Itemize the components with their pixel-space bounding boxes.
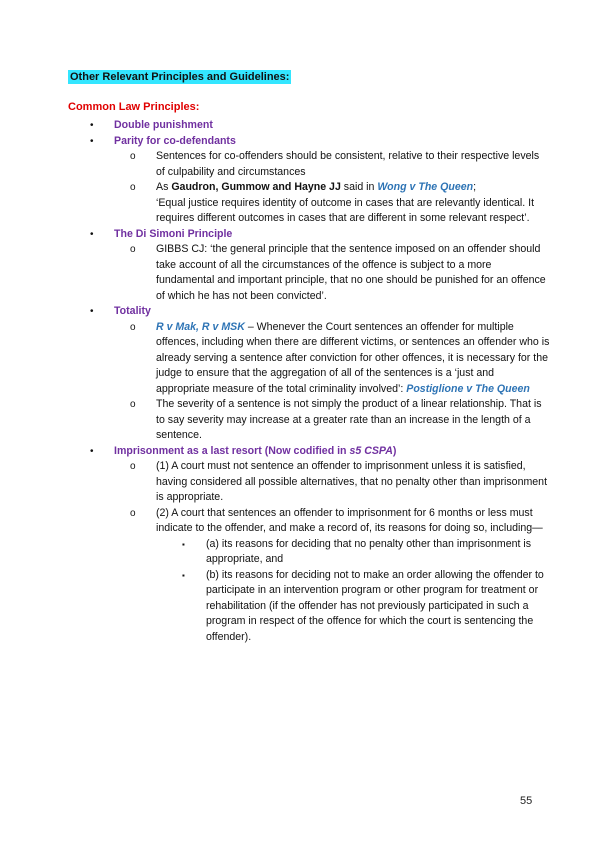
judges-name: Gaudron, Gummow and Hayne JJ	[171, 181, 341, 193]
list-item-double-punishment	[68, 118, 550, 134]
list-item	[68, 242, 550, 304]
bullet: o	[130, 182, 136, 193]
list-item	[68, 149, 550, 180]
document-body	[68, 118, 550, 645]
disimoni-sublist	[114, 242, 550, 304]
item-text: (a) its reasons for deciding that no penalty other than imprisonment is appropriate, and	[206, 537, 532, 565]
quote-text: ‘Equal justice requires identity of outcome in cases that are relevantly identical. It requires different outcomes in cases that are different in some relevant respect’.	[156, 196, 535, 224]
bullet: o	[130, 461, 136, 472]
bullet: •	[90, 135, 94, 147]
subsection-heading: Common Law Principles:	[68, 101, 200, 113]
bullet: •	[90, 228, 94, 240]
page-number: 55	[520, 795, 533, 807]
bullet: •	[90, 445, 94, 457]
bullet: ▪	[182, 539, 185, 549]
item-text: GIBBS CJ: ‘the general principle that the sentence imposed on an offender should take account of all the circumstances of the offence is subject to a more fundamental and important principle, that no one should be punished for an offence of which he has not been convicted’.	[156, 243, 546, 302]
principle-title: The Di Simoni Principle	[114, 227, 233, 240]
item-text: said in	[340, 181, 378, 193]
list-item	[68, 180, 550, 227]
bullet: o	[130, 399, 136, 410]
item-text: (1) A court must not sentence an offender to imprisonment unless it is satisfied, having considered all possible alternatives, that no penalty other than imprisonment is appropriate.	[156, 460, 548, 503]
item-text: The severity of a sentence is not simply the product of a linear relationship. That is to say severity may increase at a greater rate than an increase in the length of a sentence.	[156, 398, 542, 441]
case-citation: Postiglione v The Queen	[406, 382, 530, 395]
imprisonment-sublist	[114, 459, 550, 645]
list-item-imprisonment	[68, 444, 550, 646]
bullet: o	[130, 244, 136, 255]
bullet: o	[130, 507, 136, 519]
principle-title: )	[392, 444, 397, 457]
list-item-di-simoni	[68, 227, 550, 305]
bullet: o	[130, 151, 136, 162]
list-item	[68, 506, 550, 646]
principle-title: Double punishment	[114, 119, 213, 131]
list-item	[68, 397, 550, 444]
parity-sublist	[114, 149, 550, 227]
bullet: ▪	[182, 570, 185, 580]
case-citation: R v Mak, R v MSK	[156, 320, 245, 333]
list-item	[68, 568, 550, 646]
bullet: •	[90, 120, 94, 131]
bullet: •	[90, 306, 94, 317]
principle-title: Imprisonment as a last resort (Now codified in	[114, 444, 350, 457]
item-text: – Whenever the Court sentences an offender for multiple offences, including when there are different victims, or sentences an offender who is already serving a sentence after conviction for other offences, it is necessary for the judge to ensure that the aggregation of all of the sentences is a ‘just and appropriate measure of the total criminality involved’:	[156, 320, 550, 395]
item-text: ;	[473, 181, 477, 193]
item-text: As	[156, 181, 172, 193]
list-item	[68, 537, 550, 568]
reasons-sublist	[156, 537, 550, 646]
case-citation: Wong v The Queen	[377, 181, 474, 193]
list-item-parity	[68, 134, 550, 227]
list-item	[68, 459, 550, 506]
principles-list	[68, 118, 550, 645]
statute-reference: s5 CSPA	[349, 444, 393, 457]
list-item	[68, 320, 550, 398]
bullet: o	[130, 321, 136, 333]
item-text: (2) A court that sentences an offender to imprisonment for 6 months or less must indicate to the offender, and make a record of, its reasons for doing so, including—	[156, 506, 543, 534]
section-heading: Other Relevant Principles and Guidelines:	[70, 71, 290, 83]
item-text: Sentences for co-offenders should be consistent, relative to their respective levels of culpability and circumstances	[156, 150, 540, 178]
principle-title: Totality	[114, 305, 151, 317]
totality-sublist	[114, 320, 550, 444]
principle-title: Parity for co-defendants	[114, 134, 236, 147]
list-item-totality	[68, 304, 550, 444]
item-text: (b) its reasons for deciding not to make an order allowing the offender to participate in an intervention program or other program for treatment or rehabilitation (if the offender has not previously participated in such a program in respect of the offence for which the court is sentencing the offender).	[206, 568, 544, 643]
